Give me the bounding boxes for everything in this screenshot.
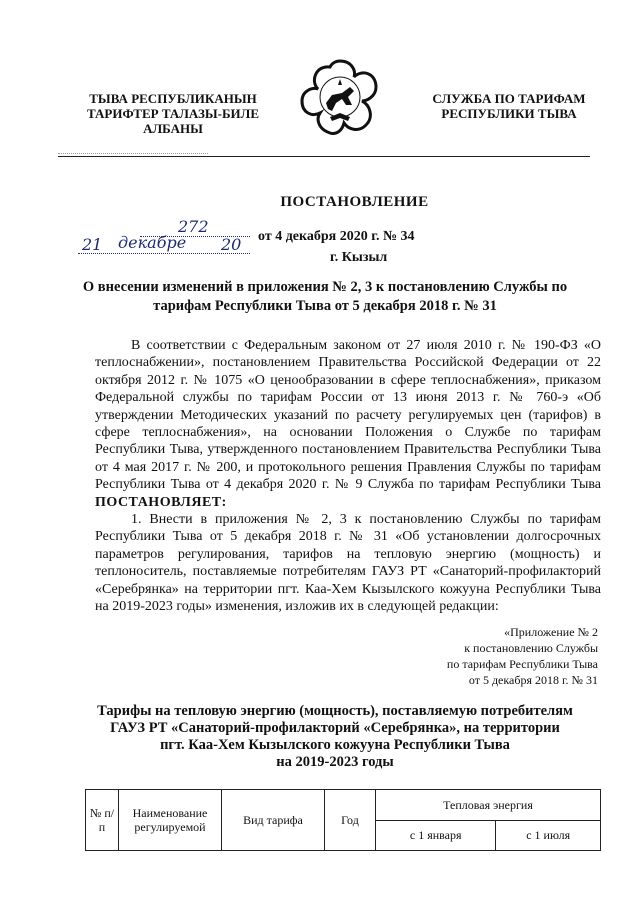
col-header-name: Наименование регулируемой bbox=[119, 790, 222, 851]
table-title-line: пгт. Каа-Хем Кызылского кожууна Республики Тыва bbox=[160, 737, 510, 753]
document-subject: О внесении изменений в приложения № 2, 3 к постановлению Службы по тарифам Республики Тыва от 5 декабря 2018 г. № 31 bbox=[82, 279, 568, 314]
table-header-row bbox=[86, 790, 601, 821]
handwritten-month: декабре bbox=[118, 233, 187, 252]
header-right-line: СЛУЖБА ПО ТАРИФАМ bbox=[432, 91, 586, 106]
table-title-line: Тарифы на тепловую энергию (мощность), поставляемую потребителям bbox=[97, 703, 573, 719]
handwritten-number: 272 bbox=[178, 217, 209, 236]
appendix-reference bbox=[400, 624, 598, 688]
appendix-line: «Приложение № 2 bbox=[504, 625, 598, 639]
document-city: г. Кызыл bbox=[330, 250, 388, 265]
header-left-line: ТЫВА РЕСПУБЛИКАНЫН bbox=[89, 91, 257, 106]
handwritten-year: 20 bbox=[221, 235, 242, 254]
table-title-line: ГАУЗ РТ «Санаторий-профилакторий «Серебрянка», на территории bbox=[110, 720, 560, 736]
document-type: ПОСТАНОВЛЕНИЕ bbox=[280, 194, 429, 210]
table-title-line: на 2019-2023 годы bbox=[276, 754, 394, 770]
header-right-line: РЕСПУБЛИКИ ТЫВА bbox=[441, 106, 577, 121]
col-header-year: Год bbox=[325, 790, 376, 851]
col-header-heat-energy: Тепловая энергия bbox=[376, 790, 601, 821]
tuva-coat-of-arms-icon bbox=[296, 57, 384, 139]
body-paragraph-text: В соответствии с Федеральным законом от 27 июля 2010 г. № 190-ФЗ «О теплоснабжении», постановлением Правительства Российской Федерации от 22 октября 2012 г. № 1075 «О ценообразовании в сфере теплоснабжения», приказом Федеральной службы по тарифам России от 13 июня 2013 г. № 760-э «Об утверждении Методических указаний по расчету регулируемых цен (тарифов) в сфере теплоснабжения», на основании Положения о Службе по тарифам Республики Тыва, утвержденного постановлением Правительства Республики Тыва от 4 мая 2017 г. № 200, и протокольного решения Правления Службы по тарифам Республики Тыва от 4 декабря 2020 г. № 9 Служба по тарифам Республики Тыва bbox=[95, 338, 601, 493]
handwritten-date-underline bbox=[78, 253, 250, 255]
appendix-line: по тарифам Республики Тыва bbox=[446, 657, 598, 671]
document-body bbox=[95, 337, 601, 616]
table-title bbox=[70, 703, 600, 771]
resolves-keyword: ПОСТАНОВЛЯЕТ: bbox=[95, 494, 227, 510]
header-left-org bbox=[66, 91, 280, 136]
body-paragraph bbox=[95, 337, 601, 511]
header-rule bbox=[58, 156, 590, 157]
col-header-tariff-type: Вид тарифа bbox=[222, 790, 325, 851]
appendix-line: к постановлению Службы bbox=[464, 641, 598, 655]
document-date-number: от 4 декабря 2020 г. № 34 bbox=[258, 229, 415, 244]
header-left-line: АЛБАНЫ bbox=[143, 121, 203, 136]
header-right-org bbox=[404, 91, 614, 121]
header-left-line: ТАРИФТЕР ТАЛАЗЫ-БИЛЕ bbox=[86, 106, 260, 121]
body-paragraph: 1. Внести в приложения № 2, 3 к постановлению Службы по тарифам Республики Тыва от 5 декабря 2018 г. № 31 «Об установлении долгосрочных параметров регулирования, тарифов на тепловую энергию (мощность) и теплоноситель, поставляемые потребителям ГАУЗ РТ «Санаторий-профилакторий «Серебрянка» на территории пгт. Каа-Хем Кызылского кожууна Республики Тыва на 2019-2023 годы» изменения, изложив их в следующей редакции: bbox=[95, 512, 601, 615]
handwritten-day: 21 bbox=[82, 235, 103, 254]
col-header-from-january: с 1 января bbox=[376, 820, 496, 851]
tariff-table bbox=[85, 789, 601, 851]
col-header-from-july: с 1 июля bbox=[496, 820, 601, 851]
appendix-line: от 5 декабря 2018 г. № 31 bbox=[468, 673, 598, 687]
header-dotted-rule bbox=[58, 153, 208, 155]
col-header-number: № п/п bbox=[86, 790, 119, 851]
